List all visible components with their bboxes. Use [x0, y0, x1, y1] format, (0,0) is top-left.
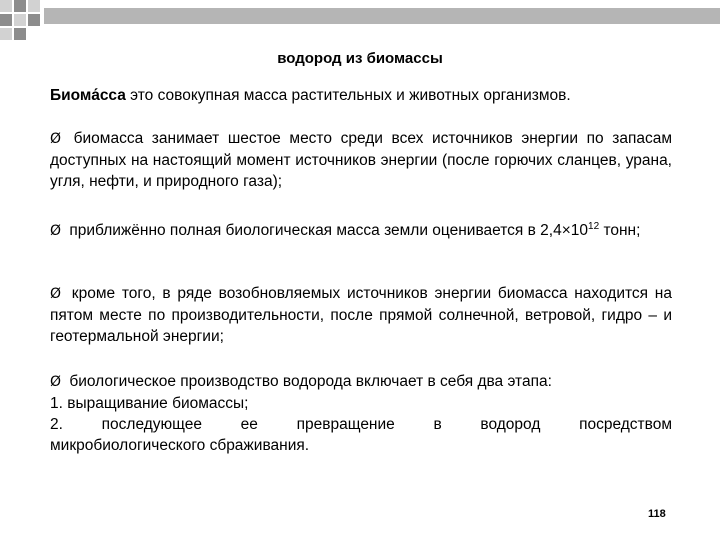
step-2-end: микробиологического сбраживания.	[50, 437, 310, 454]
list-item-text: кроме того, в ряде возобновляемых источников энергии биомасса находится на пятом месте по производительности, после прямой солнечной, ветровой, гидро – и геотермальной энергии;	[50, 285, 672, 345]
step-2-word: последующее	[101, 416, 202, 433]
list-item-text: биомасса занимает шестое место среди всех источников энергии по запасам доступных на настоящий момент источников энергии (после горючих сланцев, урана, угля, нефти, и природного газа);	[50, 130, 672, 190]
list-item-text: биологическое производство водорода включает в себя два этапа:	[69, 373, 552, 390]
definition-text: это совокупная масса растительных и животных организмов.	[125, 87, 571, 104]
arrow-bullet-icon: Ø	[50, 374, 62, 390]
list-item-text-end: тонн;	[599, 222, 641, 239]
page-title: водород из биомассы	[277, 50, 443, 67]
step-2-word: ее	[240, 416, 258, 433]
step-2-word: 2.	[50, 416, 63, 433]
list-item	[50, 371, 672, 456]
step-1: 1. выращивание биомассы;	[50, 395, 249, 412]
decorative-header-squares	[0, 0, 720, 40]
page-number: 118	[648, 508, 666, 520]
list-item	[50, 283, 672, 347]
step-2-word: в	[433, 416, 442, 433]
exponent: 12	[588, 220, 600, 232]
arrow-bullet-icon: Ø	[50, 131, 62, 147]
arrow-bullet-icon: Ø	[50, 223, 62, 239]
intro-definition	[50, 85, 672, 106]
arrow-bullet-icon: Ø	[50, 286, 62, 302]
step-2-word: водород	[480, 416, 541, 433]
list-item	[50, 220, 672, 242]
step-2-word: превращение	[296, 416, 395, 433]
step-2-word: посредством	[579, 416, 672, 433]
list-item-text: приближённо полная биологическая масса земли оценивается в 2,4×10	[69, 222, 589, 239]
step-2	[50, 414, 672, 435]
definition-term: Биома́сса	[50, 87, 126, 104]
list-item	[50, 128, 672, 192]
